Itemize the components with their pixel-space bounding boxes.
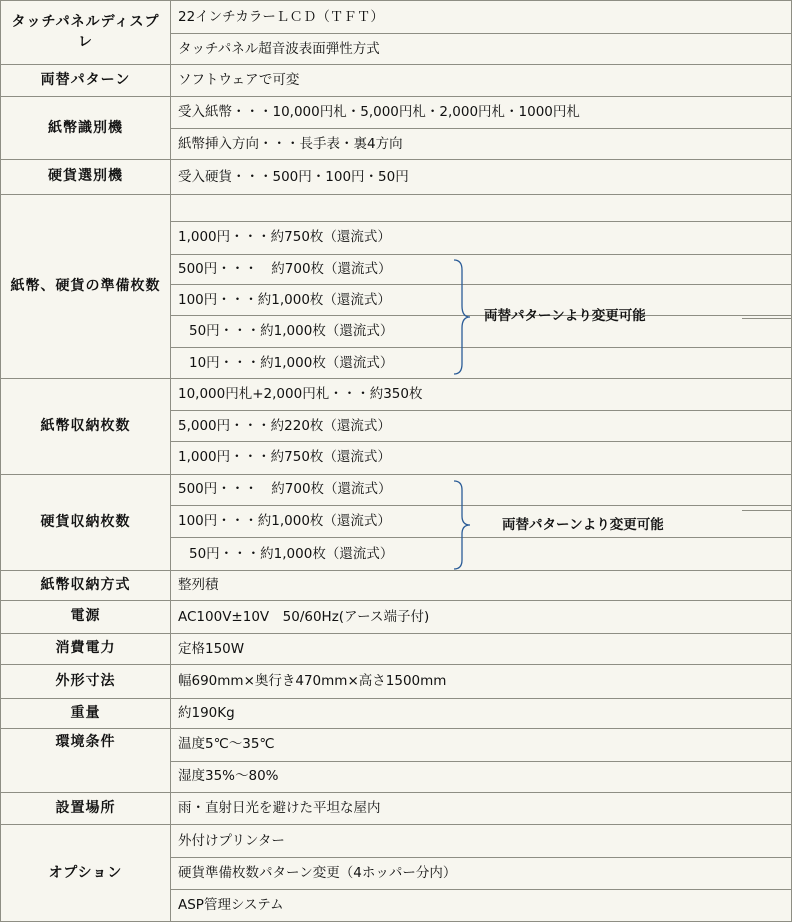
spec-value: 500円・・・ 約700枚（還流式） <box>171 254 792 284</box>
spec-value: 硬貨準備枚数パターン変更（4ホッパー分内） <box>171 857 792 889</box>
spec-value: 1,000円・・・約750枚（還流式） <box>171 442 792 474</box>
table-row <box>1 665 792 698</box>
spec-label-options: オプション <box>1 825 171 922</box>
spec-value: 外付けプリンター <box>171 825 792 857</box>
spec-value: 500円・・・ 約700枚（還流式） <box>171 474 792 505</box>
spec-label-bill-validator: 紙幣識別機 <box>1 97 171 160</box>
spec-value: 10,000円札+2,000円札・・・約350枚 <box>171 379 792 410</box>
table-row <box>1 729 792 761</box>
spec-label-display: タッチパネルディスプレ <box>1 1 171 65</box>
reserve-change-note: 両替パターンより変更可能 <box>484 308 646 324</box>
table-row <box>1 698 792 728</box>
spec-label-reserve-count: 紙幣、硬貨の準備枚数 <box>1 194 171 379</box>
spec-label-power-consumption: 消費電力 <box>1 633 171 664</box>
spec-value: 1,000円・・・約750枚（還流式） <box>171 222 792 254</box>
spec-value: 定格150W <box>171 633 792 664</box>
spec-value: ASP管理システム <box>171 890 792 922</box>
spec-label-exchange-pattern: 両替パターン <box>1 64 171 96</box>
spec-value: 10円・・・約1,000枚（還流式） <box>171 347 792 378</box>
spec-label-coin-validator: 硬貨選別機 <box>1 160 171 194</box>
spec-value: 幅690mm×奥行き470mm×高さ1500mm <box>171 665 792 698</box>
spec-value: 22インチカラーＬＣＤ（ＴＦＴ） <box>171 1 792 34</box>
spec-value: AC100V±10V 50/60Hz(アース端子付) <box>171 601 792 633</box>
spec-label-bill-storage-count: 紙幣収納枚数 <box>1 379 171 474</box>
spec-value: タッチパネル超音波表面弾性方式 <box>171 34 792 64</box>
spec-value: ソフトウェアで可変 <box>171 64 792 96</box>
table-row <box>1 601 792 633</box>
spec-value: 整列積 <box>171 570 792 600</box>
table-row <box>1 64 792 96</box>
spec-value: 紙幣挿入方向・・・長手表・裏4方向 <box>171 128 792 159</box>
spec-value: 100円・・・約1,000枚（還流式） <box>171 284 792 315</box>
spec-value: 100円・・・約1,000枚（還流式） <box>171 506 792 538</box>
table-row <box>1 825 792 857</box>
table-row <box>1 379 792 410</box>
spec-label-power-supply: 電源 <box>1 601 171 633</box>
spec-label-installation: 設置場所 <box>1 793 171 825</box>
spec-label-coin-storage-count: 硬貨収納枚数 <box>1 474 171 570</box>
spec-label-bill-storage-method: 紙幣収納方式 <box>1 570 171 600</box>
spec-value <box>171 194 792 221</box>
table-row <box>1 97 792 128</box>
table-row <box>1 194 792 221</box>
table-row <box>1 1 792 34</box>
spec-value: 湿度35%～80% <box>171 761 792 792</box>
spec-value: 50円・・・約1,000枚（還流式） <box>171 538 792 570</box>
spec-value: 受入紙幣・・・10,000円札・5,000円札・2,000円札・1000円札 <box>171 97 792 128</box>
table-row <box>1 793 792 825</box>
spec-label-environment: 環境条件 <box>1 729 171 793</box>
spec-label-dimensions: 外形寸法 <box>1 665 171 698</box>
spec-value: 50円・・・約1,000枚（還流式） <box>171 316 792 347</box>
spec-value: 受入硬貨・・・500円・100円・50円 <box>171 160 792 194</box>
spec-value: 温度5℃～35℃ <box>171 729 792 761</box>
coin-storage-change-note: 両替パターンより変更可能 <box>502 517 664 533</box>
table-row <box>1 160 792 194</box>
table-row <box>1 474 792 505</box>
table-row <box>1 570 792 600</box>
spec-value: 雨・直射日光を避けた平坦な屋内 <box>171 793 792 825</box>
spec-label-weight: 重量 <box>1 698 171 728</box>
spec-value: 5,000円・・・約220枚（還流式） <box>171 410 792 441</box>
table-row <box>1 633 792 664</box>
spec-value: 約190Kg <box>171 698 792 728</box>
